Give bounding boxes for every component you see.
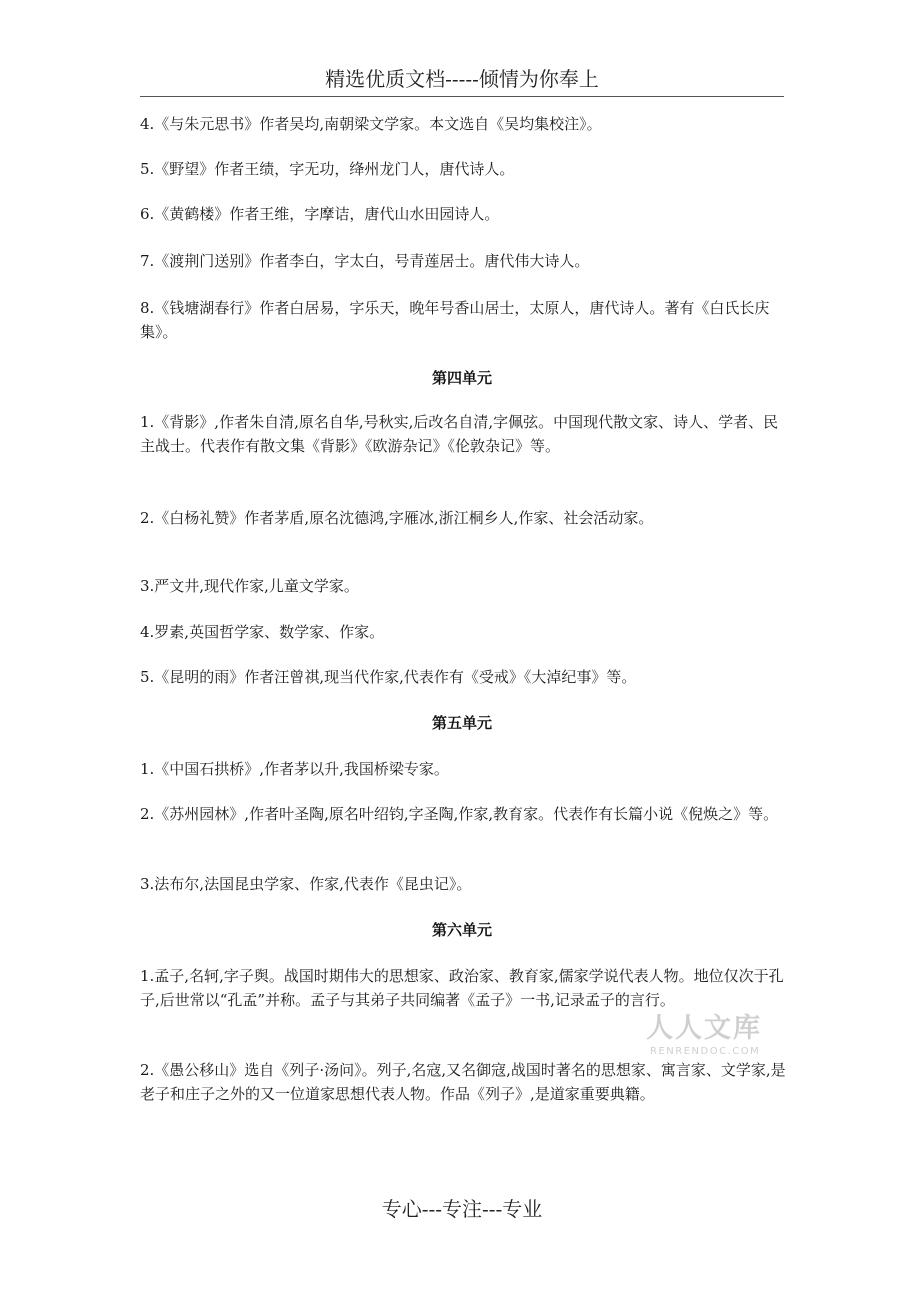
list-item: 2.《愚公移山》选自《列子·汤问》。列子,名寇,又名御寇,战国时著名的思想家、寓言家、文学家,是老子和庄子之外的又一位道家思想代表人物。作品《列子》,是道家重要典籍。 — [140, 1061, 786, 1103]
page-footer: 专心---专注---专业 — [381, 1197, 543, 1221]
section-heading-unit6: 第六单元 — [431, 921, 492, 939]
list-item: 5.《昆明的雨》作者汪曾祺,现当代作家,代表作有《受戒》《大淖纪事》等。 — [140, 668, 637, 686]
watermark-title: 人人文库 — [646, 1013, 762, 1044]
list-item: 6.《黄鹤楼》作者王维，字摩诘，唐代山水田园诗人。 — [140, 205, 500, 223]
list-item: 1.孟子,名轲,字子舆。战国时期伟大的思想家、政治家、教育家,儒家学说代表人物。地位仅次于孔子,后世常以“孔孟”并称。孟子与其弟子共同编著《孟子》一书,记录孟子的言行。 — [140, 967, 784, 1009]
list-item: 1.《背影》,作者朱自清,原名自华,号秋实,后改名自清,字佩弦。中国现代散文家、诗人、学者、民主战士。代表作有散文集《背影》《欧游杂记》《伦敦杂记》等。 — [140, 413, 779, 455]
list-item: 2.《白杨礼赞》作者茅盾,原名沈德鸿,字雁冰,浙江桐乡人,作家、社会活动家。 — [140, 509, 654, 527]
list-item: 2.《苏州园林》,作者叶圣陶,原名叶绍钧,字圣陶,作家,教育家。代表作有长篇小说《倪焕之》等。 — [140, 805, 779, 823]
list-item: 4.《与朱元思书》作者吴均,南朝梁文学家。本文选自《吴均集校注》。 — [140, 115, 602, 133]
page-header: 精选优质文档-----倾情为你奉上 — [325, 67, 599, 91]
list-item: 3.法布尔,法国昆虫学家、作家,代表作《昆虫记》。 — [140, 875, 472, 893]
watermark-subtitle: RENRENDOC.COM — [650, 1046, 761, 1057]
section-heading-unit5: 第五单元 — [431, 714, 492, 732]
list-item: 4.罗素,英国哲学家、数学家、作家。 — [140, 623, 385, 641]
list-item: 7.《渡荆门送别》作者李白，字太白，号青莲居士。唐代伟大诗人。 — [140, 252, 590, 270]
list-item: 5.《野望》作者王绩，字无功，绛州龙门人，唐代诗人。 — [140, 160, 515, 178]
section-heading-unit4: 第四单元 — [431, 369, 492, 387]
list-item: 1.《中国石拱桥》,作者茅以升,我国桥梁专家。 — [140, 760, 449, 778]
header-rule — [140, 96, 784, 97]
list-item: 3.严文井,现代作家,儿童文学家。 — [140, 577, 359, 595]
watermark-logo — [646, 1012, 776, 1064]
list-item: 8.《钱塘湖春行》作者白居易，字乐天，晚年号香山居士，太原人，唐代诗人。著有《白氏长庆集》。 — [140, 299, 770, 341]
